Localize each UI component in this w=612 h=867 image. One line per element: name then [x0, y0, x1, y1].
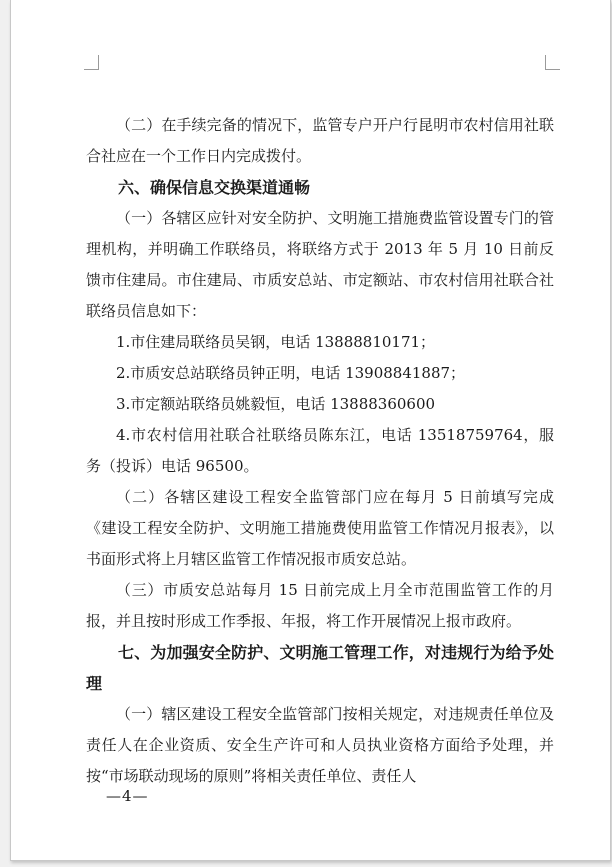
- contact-list-item: 2.市质安总站联络员钟正明，电话 13908841887；: [116, 364, 466, 382]
- contact-list-item: 3.市定额站联络员姚毅恒，电话 13888360600: [116, 395, 436, 413]
- document-body: [86, 110, 554, 792]
- section-heading: 六、确保信息交换渠道通畅: [118, 178, 311, 197]
- page-number: —4—: [106, 787, 149, 805]
- document-page: [10, 0, 611, 861]
- paragraph-body: （二）在手续完备的情况下，监管专户开户行昆明市农村信用社联合社应在一个工作日内完成拨付。: [86, 116, 554, 165]
- crop-mark-top-right: [545, 55, 560, 70]
- contact-list-item: 4.市农村信用社联合社联络员陈东江，电话 13518759764，服务（投诉）电话 96500。: [86, 426, 554, 475]
- section-heading: 七、为加强安全防护、文明施工管理工作，对违规行为给予处理: [86, 643, 554, 693]
- paragraph-body: （一）辖区建设工程安全监管部门按相关规定，对违规责任单位及责任人在企业资质、安全生产许可和人员执业资格方面给予处理，并按“市场联动现场的原则”将相关责任单位、责任人: [86, 705, 554, 785]
- contact-list-item: 1.市住建局联络员吴钢，电话 13888810171；: [116, 333, 436, 351]
- paragraph-body: （三）市质安总站每月 15 日前完成上月全市范围监管工作的月报，并且按时形成工作季报、年报，将工作开展情况上报市政府。: [86, 581, 554, 630]
- crop-mark-top-left: [84, 55, 99, 70]
- paragraph-body: （二）各辖区建设工程安全监管部门应在每月 5 日前填写完成《建设工程安全防护、文明施工措施费使用监管工作情况月报表》，以书面形式将上月辖区监管工作情况报市质安总站。: [86, 488, 554, 568]
- paragraph-body: （一）各辖区应针对安全防护、文明施工措施费监管设置专门的管理机构，并明确工作联络员，将联络方式于 2013 年 5 月 10 日前反馈市住建局。市住建局、市质安总站、市定额站、市农村信用社联合社联络员信息如下：: [86, 209, 554, 320]
